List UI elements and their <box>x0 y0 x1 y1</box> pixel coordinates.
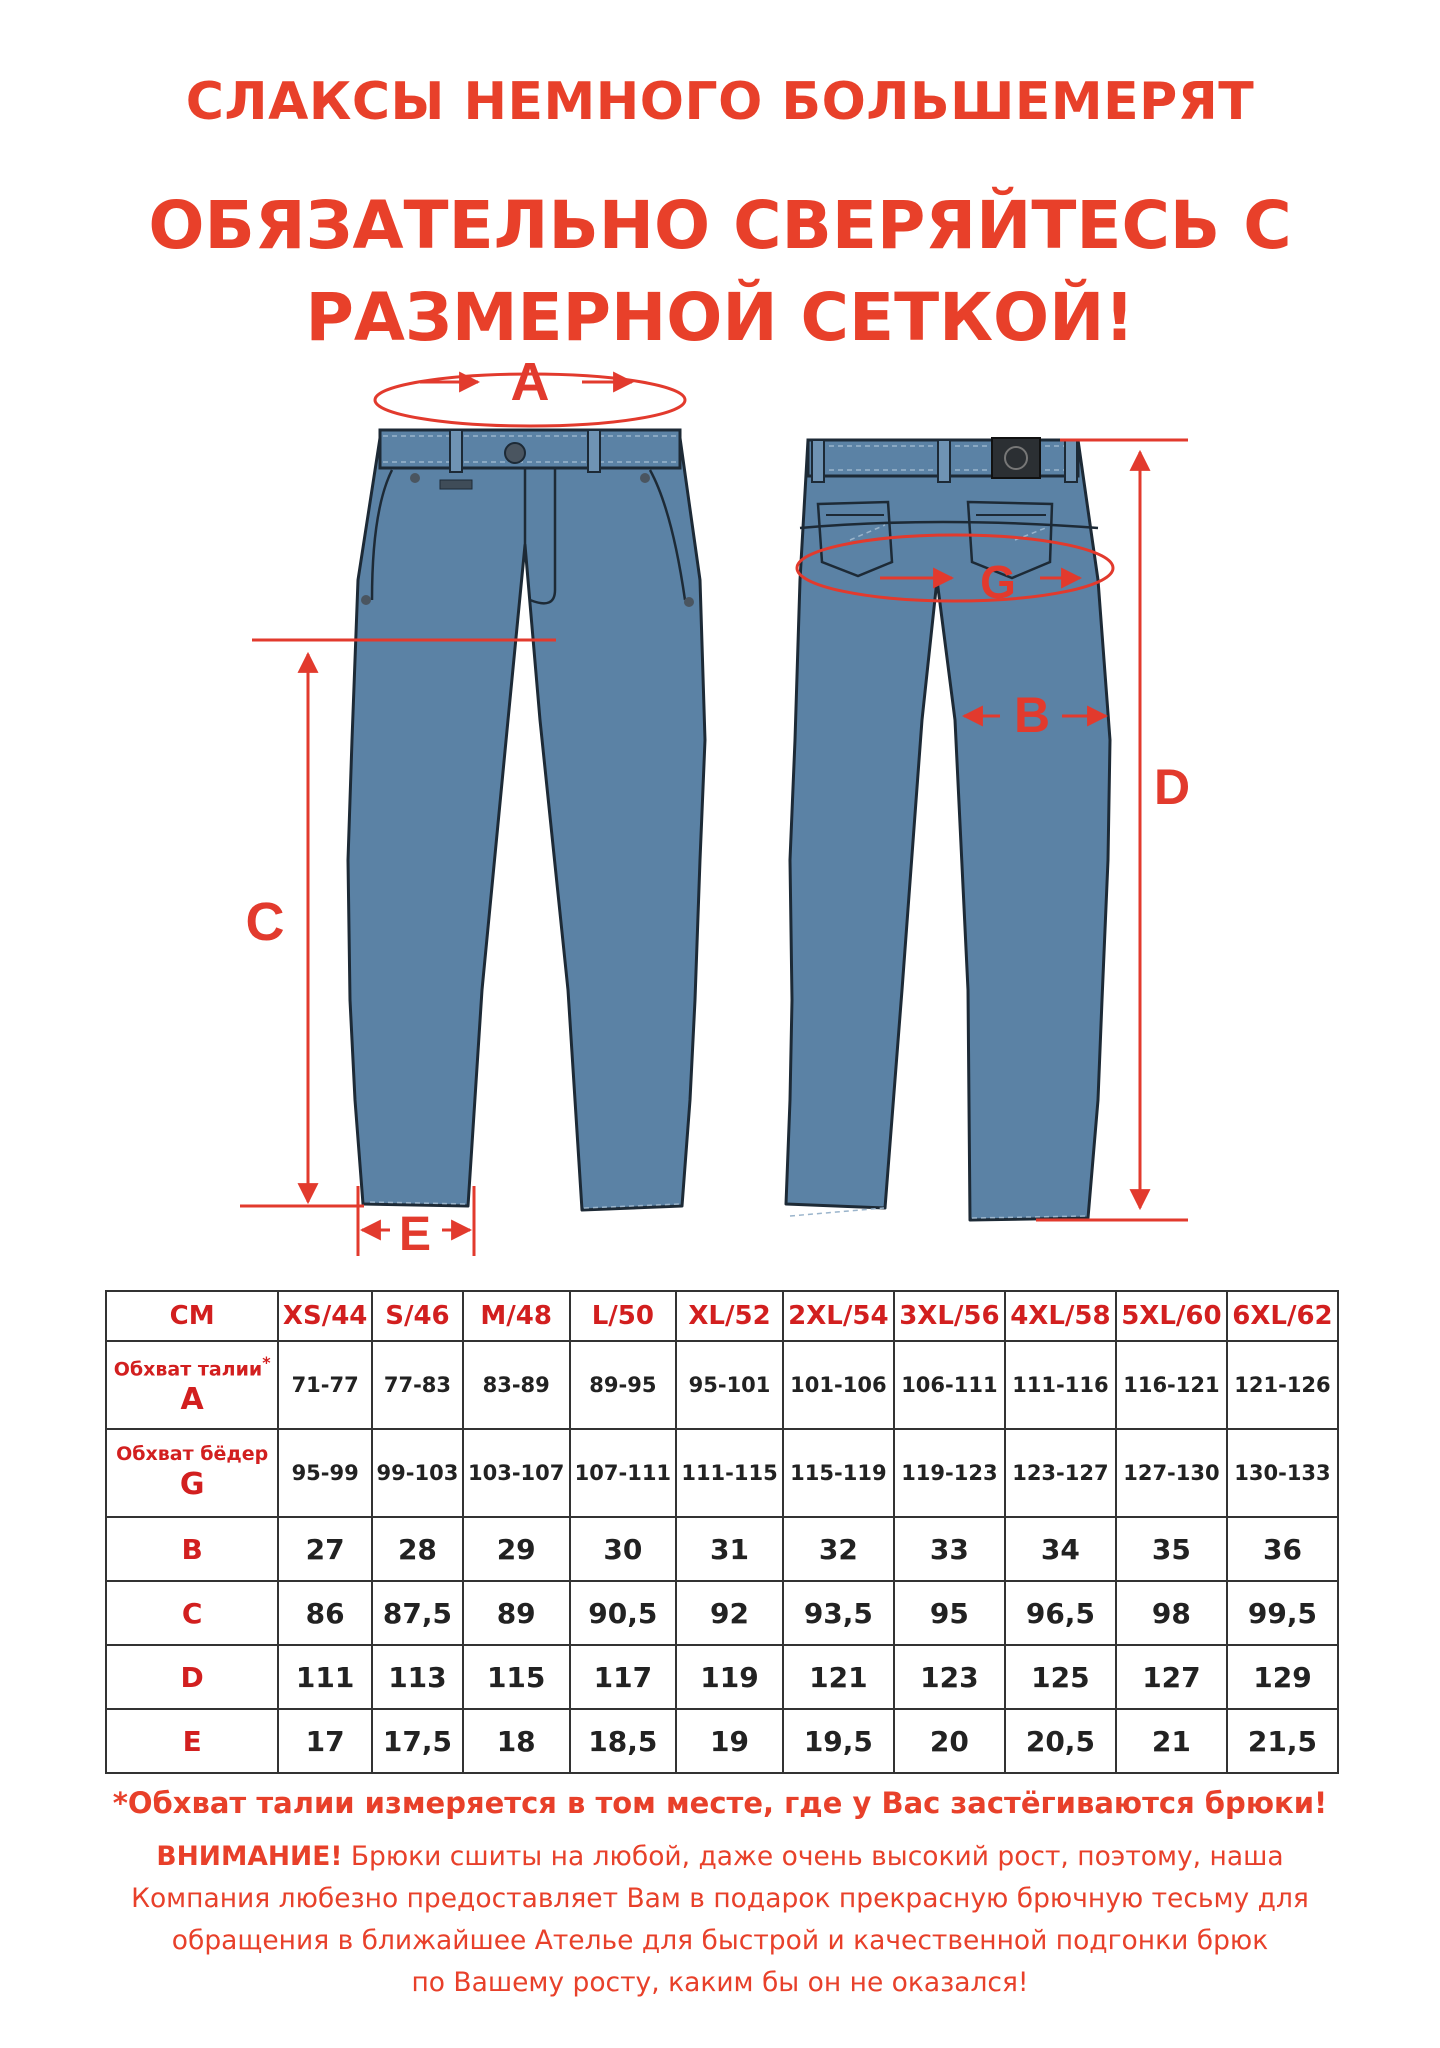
table-row <box>106 1581 1338 1645</box>
value-cell: 36 <box>1227 1517 1338 1581</box>
measurement-a-waist <box>375 352 685 426</box>
value-cell: 127-130 <box>1116 1429 1227 1517</box>
pants-measurement-diagram <box>0 340 1440 1280</box>
table-row <box>106 1517 1338 1581</box>
front-button <box>505 443 525 463</box>
value-cell: 96,5 <box>1005 1581 1116 1645</box>
value-cell: 17 <box>278 1709 372 1773</box>
table-row <box>106 1709 1338 1773</box>
row-label-text: Обхват талии* <box>113 1352 271 1381</box>
notice-attention: ВНИМАНИЕ! <box>156 1841 343 1872</box>
row-label-cell <box>106 1429 278 1517</box>
row-label-cell <box>106 1709 278 1773</box>
label-b: B <box>1013 687 1051 743</box>
size-header-cell: 2XL/54 <box>783 1291 894 1341</box>
row-label-cell <box>106 1517 278 1581</box>
value-cell: 92 <box>676 1581 783 1645</box>
size-header-cell: L/50 <box>570 1291 677 1341</box>
size-header-cell: 5XL/60 <box>1116 1291 1227 1341</box>
value-cell: 89 <box>463 1581 570 1645</box>
value-cell: 93,5 <box>783 1581 894 1645</box>
value-cell: 86 <box>278 1581 372 1645</box>
value-cell: 35 <box>1116 1517 1227 1581</box>
size-header-cell: M/48 <box>463 1291 570 1341</box>
value-cell: 95 <box>894 1581 1005 1645</box>
value-cell: 113 <box>372 1645 463 1709</box>
value-cell: 20 <box>894 1709 1005 1773</box>
row-code: E <box>182 1724 202 1758</box>
front-pants-body <box>348 438 705 1210</box>
value-cell: 99-103 <box>372 1429 463 1517</box>
value-cell: 106-111 <box>894 1341 1005 1429</box>
size-header-cell: 6XL/62 <box>1227 1291 1338 1341</box>
row-code: C <box>181 1596 203 1630</box>
value-cell: 107-111 <box>570 1429 677 1517</box>
front-pants-drawing <box>348 430 705 1210</box>
row-label-cell <box>106 1645 278 1709</box>
table-row <box>106 1429 1338 1517</box>
notice-line-3: обращения в ближайшее Ателье для быстрой и качественной подгонки брюк <box>171 1925 1269 1956</box>
label-c: C <box>245 892 285 952</box>
notice-line-2: Компания любезно предоставляет Вам в подарок прекрасную брючную тесьму для <box>131 1883 1309 1914</box>
value-cell: 117 <box>570 1645 677 1709</box>
value-cell: 21 <box>1116 1709 1227 1773</box>
value-cell: 111-116 <box>1005 1341 1116 1429</box>
label-d: D <box>1153 759 1191 815</box>
row-label-cell <box>106 1581 278 1645</box>
value-cell: 95-101 <box>676 1341 783 1429</box>
value-cell: 125 <box>1005 1645 1116 1709</box>
value-cell: 115-119 <box>783 1429 894 1517</box>
size-header-cell: S/46 <box>372 1291 463 1341</box>
value-cell: 18 <box>463 1709 570 1773</box>
value-cell: 33 <box>894 1517 1005 1581</box>
row-code: D <box>180 1660 204 1694</box>
value-cell: 119-123 <box>894 1429 1005 1517</box>
value-cell: 127 <box>1116 1645 1227 1709</box>
value-cell: 101-106 <box>783 1341 894 1429</box>
size-header-cell: XS/44 <box>278 1291 372 1341</box>
value-cell: 20,5 <box>1005 1709 1116 1773</box>
value-cell: 18,5 <box>570 1709 677 1773</box>
value-cell: 115 <box>463 1645 570 1709</box>
value-cell: 31 <box>676 1517 783 1581</box>
value-cell: 77-83 <box>372 1341 463 1429</box>
value-cell: 103-107 <box>463 1429 570 1517</box>
value-cell: 28 <box>372 1517 463 1581</box>
value-cell: 130-133 <box>1227 1429 1338 1517</box>
value-cell: 119 <box>676 1645 783 1709</box>
value-cell: 116-121 <box>1116 1341 1227 1429</box>
size-header-cell: 4XL/58 <box>1005 1291 1116 1341</box>
value-cell: 99,5 <box>1227 1581 1338 1645</box>
header-line-1: СЛАКСЫ НЕМНОГО БОЛЬШЕМЕРЯТ <box>185 72 1255 132</box>
value-cell: 32 <box>783 1517 894 1581</box>
value-cell: 89-95 <box>570 1341 677 1429</box>
value-cell: 27 <box>278 1517 372 1581</box>
label-a: A <box>510 352 550 412</box>
value-cell: 21,5 <box>1227 1709 1338 1773</box>
back-pants-drawing <box>786 438 1110 1220</box>
table-row <box>106 1341 1338 1429</box>
row-code: A <box>180 1382 204 1418</box>
header-line-2a: ОБЯЗАТЕЛЬНО СВЕРЯЙТЕСЬ С <box>148 187 1292 264</box>
value-cell: 111-115 <box>676 1429 783 1517</box>
value-cell: 95-99 <box>278 1429 372 1517</box>
back-pants-body <box>786 440 1110 1220</box>
row-code: B <box>181 1532 203 1566</box>
notice-line-1: ВНИМАНИЕ! Брюки сшиты на любой, даже очень высокий рост, поэтому, наша <box>156 1841 1284 1872</box>
table-header-row <box>106 1291 1338 1341</box>
value-cell: 87,5 <box>372 1581 463 1645</box>
value-cell: 123-127 <box>1005 1429 1116 1517</box>
value-cell: 90,5 <box>570 1581 677 1645</box>
notice-line-4: по Вашему росту, каким бы он не оказался! <box>411 1967 1029 1998</box>
notice-block <box>60 1836 1380 2004</box>
size-header-cell: XL/52 <box>676 1291 783 1341</box>
footnote-mark: * <box>262 1352 271 1372</box>
value-cell: 121-126 <box>1227 1341 1338 1429</box>
value-cell: 29 <box>463 1517 570 1581</box>
label-g: G <box>980 556 1016 608</box>
table-row <box>106 1645 1338 1709</box>
row-code: G <box>179 1467 205 1502</box>
value-cell: 34 <box>1005 1517 1116 1581</box>
size-chart-table <box>105 1290 1339 1774</box>
value-cell: 83-89 <box>463 1341 570 1429</box>
header-line-2 <box>0 180 1440 364</box>
row-label-text: Обхват бёдер <box>116 1443 269 1465</box>
value-cell: 129 <box>1227 1645 1338 1709</box>
value-cell: 123 <box>894 1645 1005 1709</box>
back-brand-patch <box>992 438 1040 478</box>
value-cell: 98 <box>1116 1581 1227 1645</box>
value-cell: 121 <box>783 1645 894 1709</box>
header-line-2b: РАЗМЕРНОЙ СЕТКОЙ! <box>305 279 1135 356</box>
label-e: E <box>398 1208 432 1261</box>
value-cell: 111 <box>278 1645 372 1709</box>
value-cell: 19 <box>676 1709 783 1773</box>
unit-cell: СМ <box>106 1291 278 1341</box>
value-cell: 19,5 <box>783 1709 894 1773</box>
value-cell: 30 <box>570 1517 677 1581</box>
value-cell: 17,5 <box>372 1709 463 1773</box>
size-header-cell: 3XL/56 <box>894 1291 1005 1341</box>
value-cell: 71-77 <box>278 1341 372 1429</box>
waist-footnote: *Обхват талии измеряется в том месте, где у Вас застёгиваются брюки! <box>112 1786 1328 1820</box>
row-label-cell <box>106 1341 278 1429</box>
